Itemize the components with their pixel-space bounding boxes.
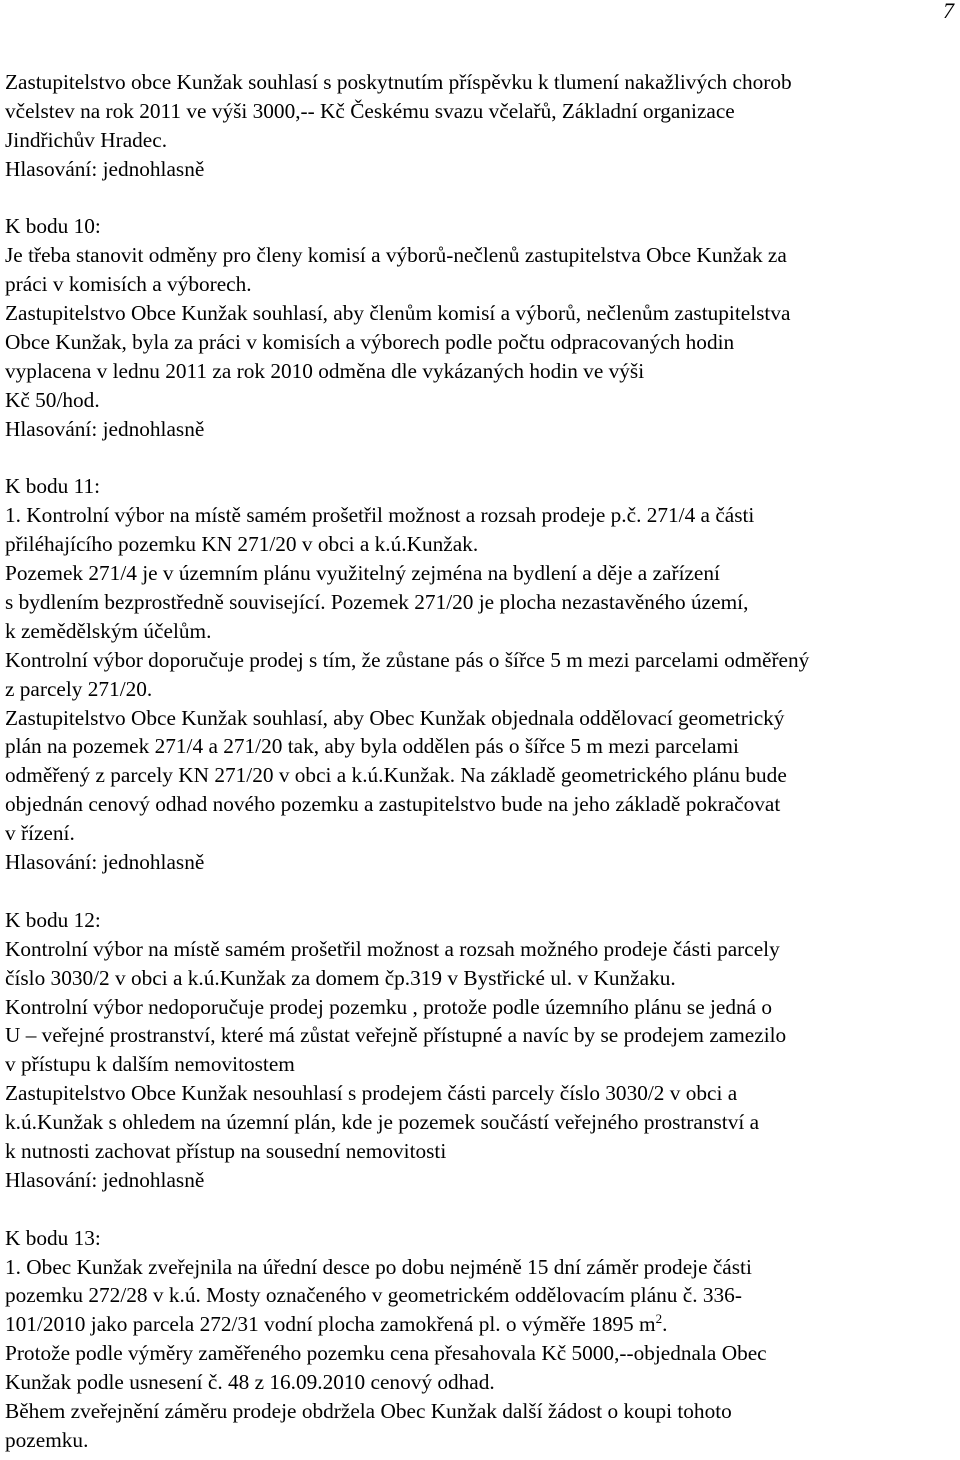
text-line: Během zveřejnění záměru prodeje obdržela Obec Kunžak další žádost o koupi tohoto [5, 1398, 732, 1423]
spacer [5, 184, 950, 213]
text-line: k nutnosti zachovat přístup na sousední nemovitosti [5, 1138, 447, 1163]
text-line-with-superscript [5, 1310, 950, 1339]
text-line: Jindřichův Hradec. [5, 127, 168, 152]
text-line: vyplacena v lednu 2011 za rok 2010 odměna dle vykázaných hodin ve výši [5, 358, 645, 383]
document-body [5, 68, 950, 1455]
paragraph-beekeeping-contribution [5, 68, 950, 184]
text-line: Protože podle výměry zaměřeného pozemku cena přesahovala Kč 5000,--objednala Obec [5, 1341, 767, 1366]
text-line: Pozemek 271/4 je v územním plánu využitelný zejména na bydlení a děje a zařízení [5, 561, 720, 586]
section-item-13 [5, 1224, 950, 1455]
vote-result: Hlasování: jednohlasně [5, 850, 205, 875]
text-line: U – veřejné prostranství, které má zůstat veřejně přístupné a navíc by se prodejem zamezilo [5, 1023, 787, 1048]
text-line: k.ú.Kunžak s ohledem na územní plán, kde je pozemek součástí veřejného prostranství a [5, 1110, 760, 1135]
section-item-12 [5, 906, 950, 1195]
text-line: z parcely 271/20. [5, 676, 153, 701]
text-fragment: . [662, 1312, 668, 1337]
text-line: Kunžak podle usnesení č. 48 z 16.09.2010 cenový odhad. [5, 1370, 495, 1395]
text-line: Zastupitelstvo Obce Kunžak nesouhlasí s prodejem části parcely číslo 3030/2 v obci a [5, 1081, 738, 1106]
text-line: Kč 50/hod. [5, 387, 100, 412]
text-line: Kontrolní výbor na místě samém prošetřil možnost a rozsah možného prodeje části parcely [5, 936, 780, 961]
text-line: práci v komisích a výborech. [5, 272, 252, 297]
vote-result: Hlasování: jednohlasně [5, 1167, 205, 1192]
spacer [5, 877, 950, 906]
superscript-exponent: 2 [655, 1311, 663, 1327]
text-line: v přístupu k dalším nemovitostem [5, 1052, 295, 1077]
text-line: pozemku 272/28 v k.ú. Mosty označeného v geometrickém oddělovacím plánu č. 336- [5, 1283, 742, 1308]
text-line: Zastupitelstvo Obce Kunžak souhlasí, aby členům komisí a výborů, nečlenům zastupitelstva [5, 301, 791, 326]
text-line: Kontrolní výbor nedoporučuje prodej pozemku , protože podle územního plánu se jedná o [5, 994, 773, 1019]
section-item-11 [5, 472, 950, 876]
section-heading: K bodu 10: [5, 214, 101, 239]
vote-result: Hlasování: jednohlasně [5, 416, 205, 441]
spacer [5, 1195, 950, 1224]
text-fragment: 101/2010 jako parcela 272/31 vodní plocha zamokřená pl. o výměře 1895 m [5, 1312, 656, 1337]
text-line: přiléhajícího pozemku KN 271/20 v obci a k.ú.Kunžak. [5, 532, 479, 557]
text-line: s bydlením bezprostředně související. Pozemek 271/20 je plocha nezastavěného území, [5, 590, 749, 615]
text-line: 1. Kontrolní výbor na místě samém prošetřil možnost a rozsah prodeje p.č. 271/4 a části [5, 503, 755, 528]
text-line: k zemědělským účelům. [5, 618, 212, 643]
text-line: Kontrolní výbor doporučuje prodej s tím, že zůstane pás o šířce 5 m mezi parcelami odměřený [5, 647, 810, 672]
text-line: plán na pozemek 271/4 a 271/20 tak, aby byla oddělen pás o šířce 5 m mezi parcelami [5, 734, 739, 759]
spacer [5, 444, 950, 473]
text-line: pozemku. [5, 1427, 89, 1452]
text-line: Je třeba stanovit odměny pro členy komisí a výborů-nečlenů zastupitelstva Obce Kunžak za [5, 243, 787, 268]
text-line: Zastupitelstvo Obce Kunžak souhlasí, aby Obec Kunžak objednala oddělovací geometrický [5, 705, 785, 730]
text-line: včelstev na rok 2011 ve výši 3000,-- Kč Českému svazu včelařů, Základní organizace [5, 98, 735, 123]
section-item-10 [5, 212, 950, 443]
text-line: Zastupitelstvo obce Kunžak souhlasí s poskytnutím příspěvku k tlumení nakažlivých chorob [5, 70, 792, 94]
text-line: 1. Obec Kunžak zveřejnila na úřední desce po dobu nejméně 15 dní záměr prodeje části [5, 1254, 752, 1279]
text-line: Obce Kunžak, byla za práci v komisích a výborech podle počtu odpracovaných hodin [5, 330, 735, 355]
section-heading: K bodu 13: [5, 1225, 101, 1250]
section-heading: K bodu 12: [5, 907, 101, 932]
text-line: objednán cenový odhad nového pozemku a zastupitelstvo bude na jeho základě pokračovat [5, 792, 781, 817]
text-line: v řízení. [5, 821, 75, 846]
text-line: číslo 3030/2 v obci a k.ú.Kunžak za domem čp.319 v Bystřické ul. v Kunžaku. [5, 965, 676, 990]
text-line: odměřený z parcely KN 271/20 v obci a k.ú.Kunžak. Na základě geometrického plánu bude [5, 763, 787, 788]
vote-result: Hlasování: jednohlasně [5, 156, 205, 181]
section-heading: K bodu 11: [5, 474, 101, 499]
page-number: 7 [943, 0, 954, 23]
